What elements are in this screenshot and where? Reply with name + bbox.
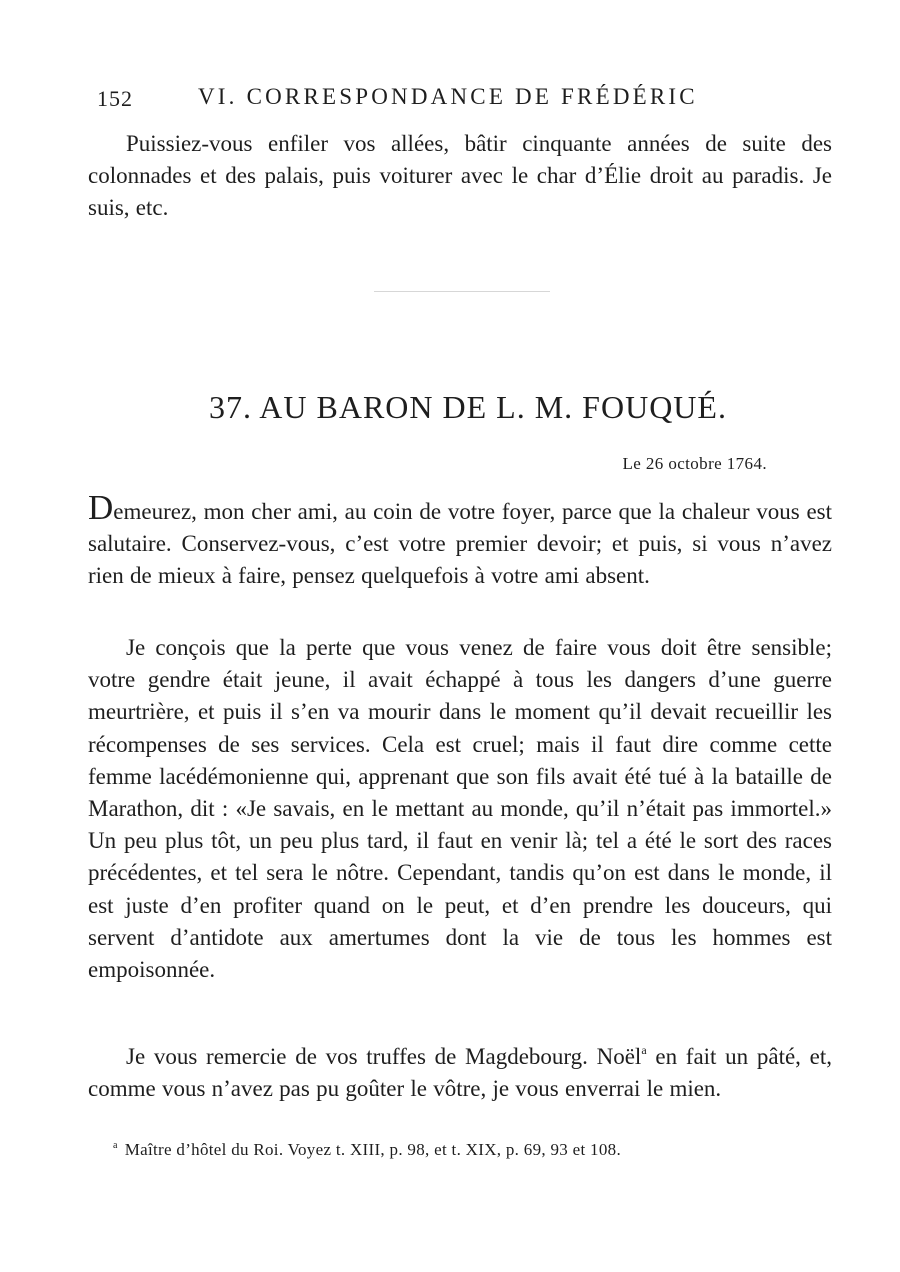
continued-paragraph: Puissiez-vous enfiler vos allées, bâtir cinquante années de suite des colonnades et des palais, puis voiturer avec le char d’Élie droit au paradis. Je suis, etc. bbox=[88, 131, 832, 221]
footnote-reference[interactable]: a bbox=[641, 1043, 647, 1057]
page-number: 152 bbox=[97, 86, 133, 111]
letter-paragraph-3 bbox=[88, 1034, 832, 1105]
letter-title: 37. AU BARON DE L. M. FOUQUÉ. bbox=[209, 389, 727, 425]
footnote-marker: a bbox=[113, 1140, 118, 1151]
letter-paragraph-2: Je conçois que la perte que vous venez de faire vous doit être sensible; votre gendre était jeune, il avait échappé à tous les dangers d’une guerre meurtrière, et puis il s’en va mourir dans le moment qu’il devait recueillir les récompenses de ses services. Cela est cruel; mais il faut dire comme cette femme lacédémonienne qui, apprenant que son fils avait été tué à la bataille de Marathon, dit : «Je savais, en le mettant au monde, qu’il n’était pas immortel.» Un peu plus tôt, un peu plus tard, il faut en venir là; tel a été le sort des races précédentes, et tel sera le nôtre. Cependant, tandis qu’on est dans le monde, il est juste d’en profiter quand on le peut, et d’en prendre les douceurs, qui servent d’antidote aux amertumes dont la vie de tous les hommes est empoisonnée. bbox=[88, 635, 832, 983]
drop-letter: D bbox=[88, 488, 114, 527]
paragraph-1-text: emeurez, mon cher ami, au coin de votre foyer, parce que la chaleur vous est salutaire. Conservez-vous, c’est votre premier devoir; et puis, si vous n’avez rien de mieux à faire, pensez quelquefois à votre ami absent. bbox=[88, 499, 832, 589]
section-separator bbox=[374, 291, 550, 292]
letter-date: Le 26 octobre 1764. bbox=[622, 454, 767, 473]
footnote-text: Maître d’hôtel du Roi. Voyez t. XIII, p. 98, et t. XIX, p. 69, 93 et 108. bbox=[124, 1140, 622, 1159]
letter-paragraph-1 bbox=[88, 488, 832, 593]
paragraph-3-text-start: Je vous remercie de vos truffes de Magdebourg. Noël bbox=[126, 1044, 642, 1069]
paragraph-3-text-end: en fait un pâté, et, comme vous n’avez pas pu goûter le vôtre, je vous enverrai le mien. bbox=[88, 1044, 833, 1102]
footnote bbox=[113, 1140, 621, 1160]
running-head: VI. CORRESPONDANCE DE FRÉDÉRIC bbox=[198, 84, 698, 109]
